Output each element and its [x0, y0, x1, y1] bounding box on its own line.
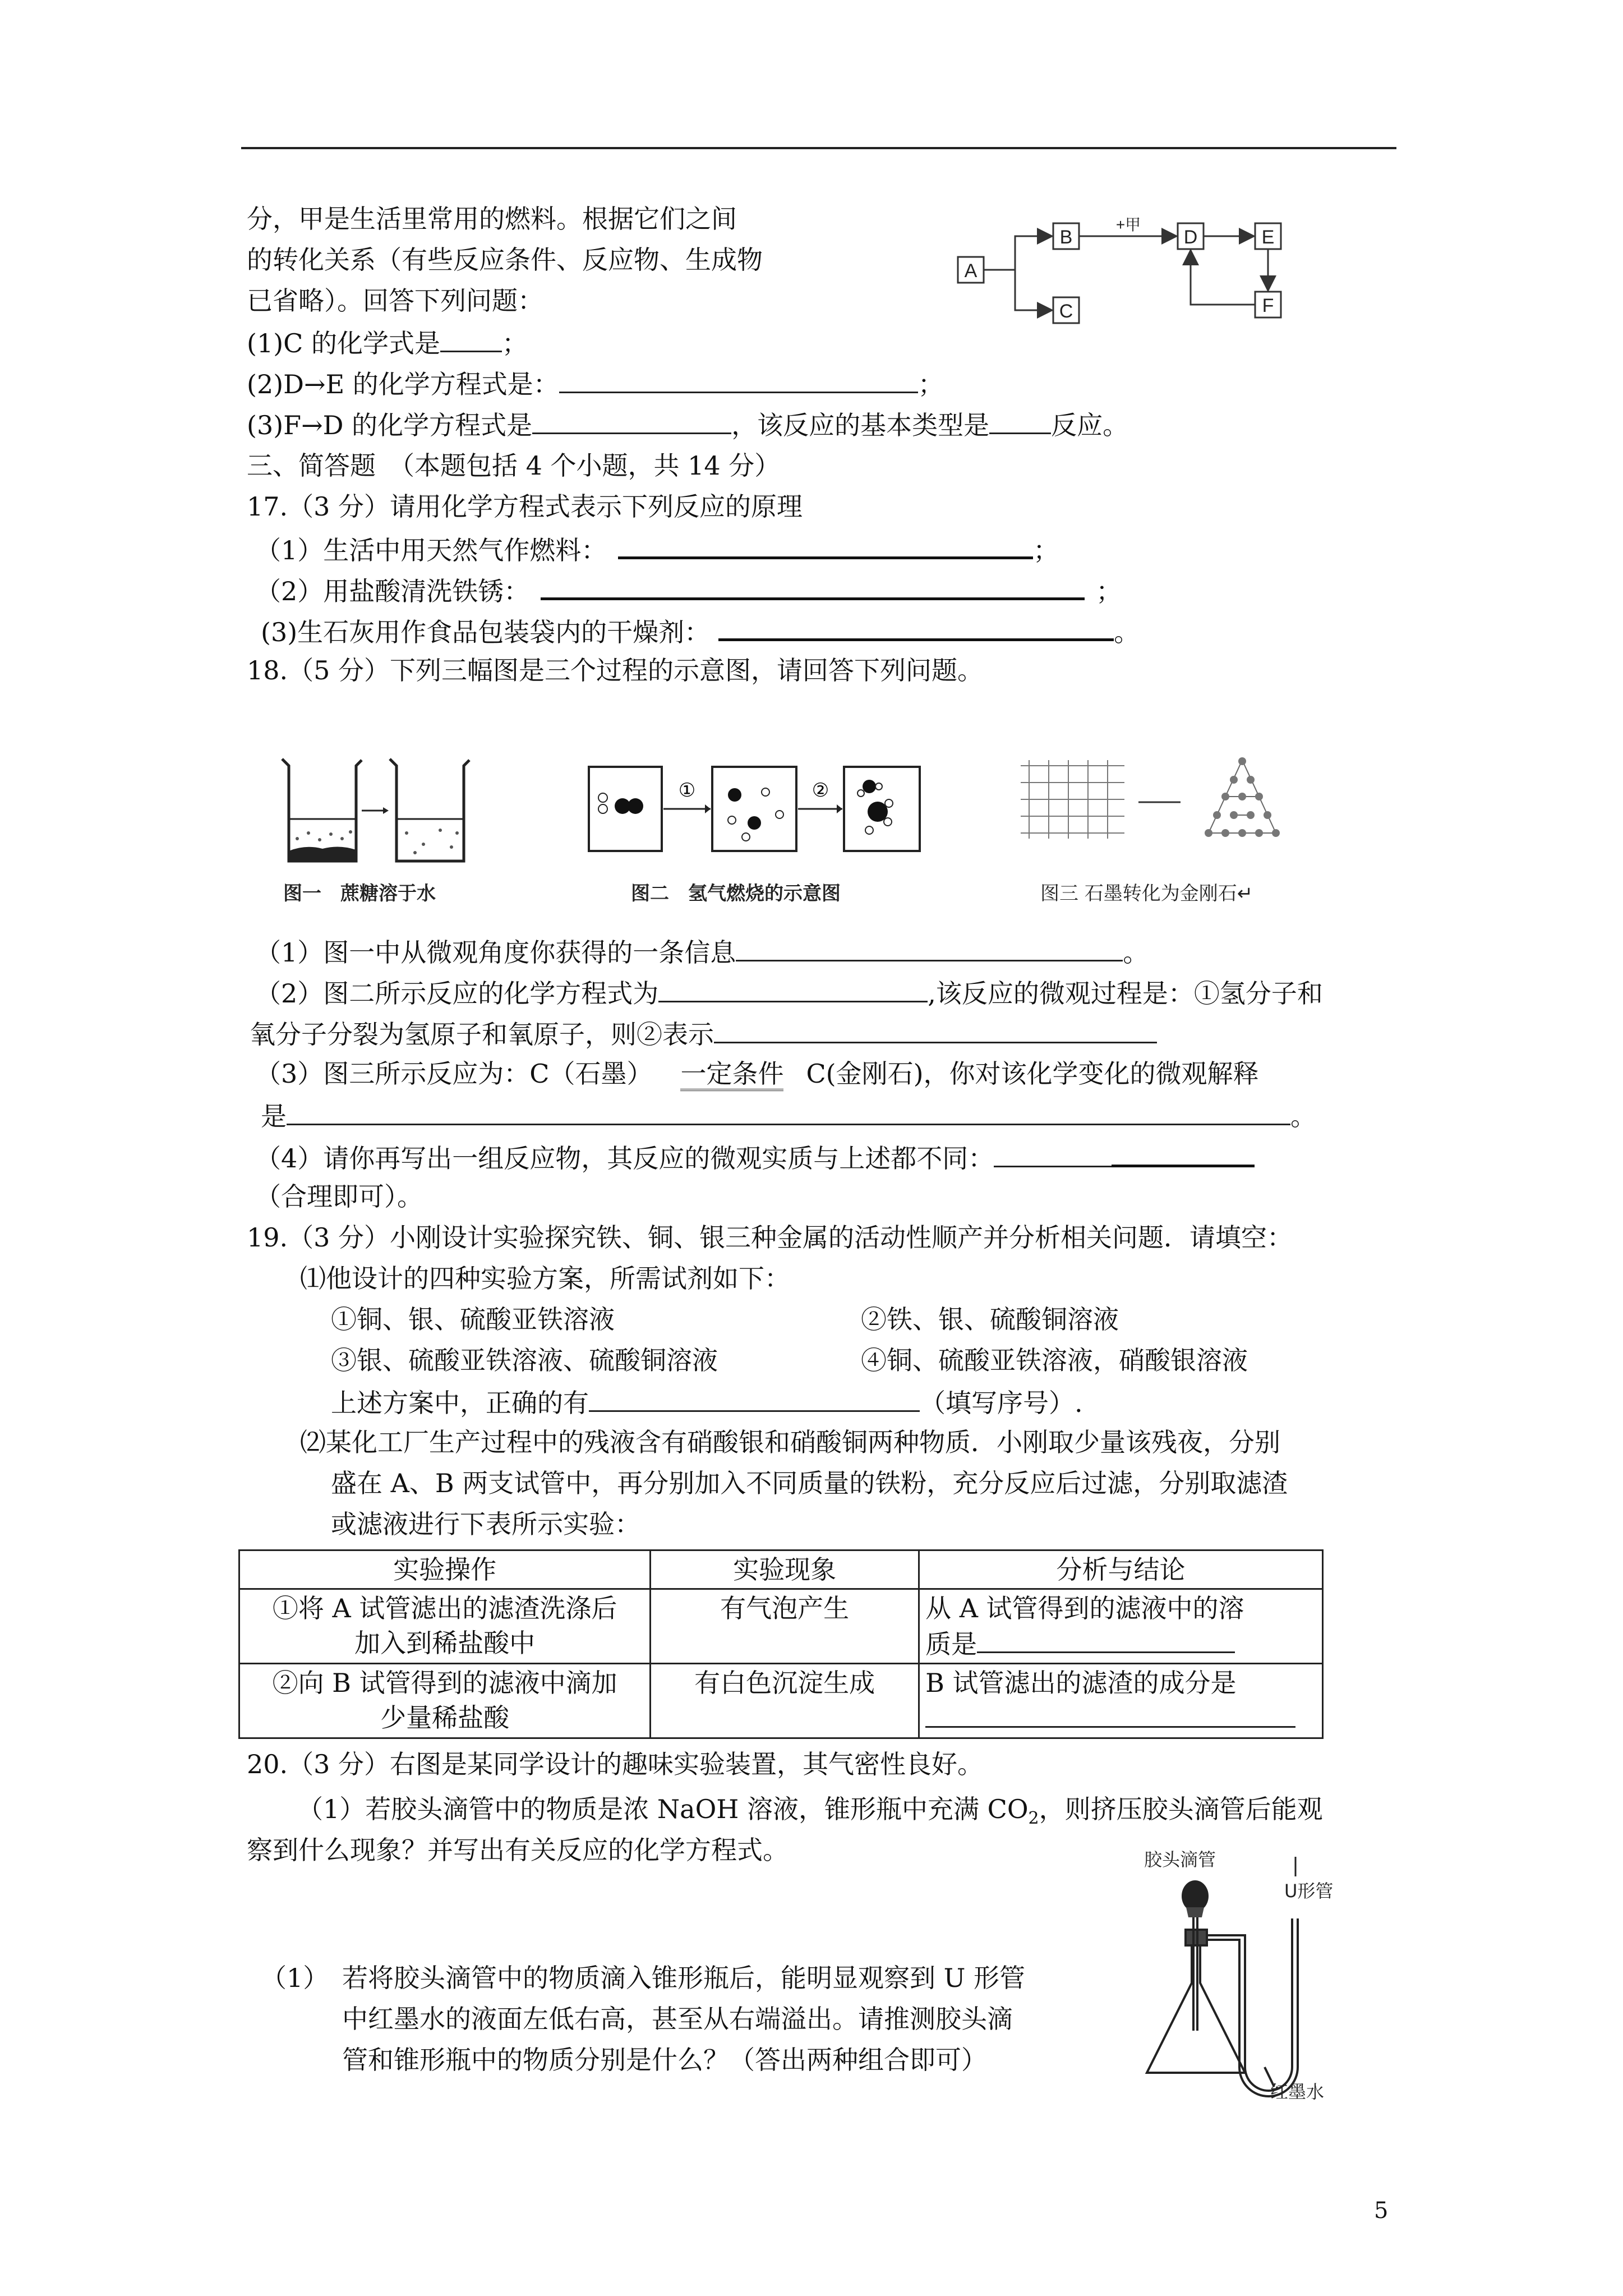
answer-blank[interactable]: [989, 407, 1051, 434]
table-header: 实验操作: [239, 1550, 651, 1589]
figure2-hydrogen-combustion: [586, 764, 923, 859]
figure1-sugar-dissolving: [278, 754, 485, 867]
table-header-row: [239, 1550, 1323, 1589]
q17-part1: （1）生活中用天然气作燃料： ；: [255, 531, 1059, 567]
figure3-caption: 图三 石墨转化为金刚石↵: [1040, 882, 1253, 905]
apparatus-flask-utube: [1138, 1846, 1374, 2104]
q19-sub2-line1: ⑵某化工厂生产过程中的残液含有硝酸银和硝酸铜两种物质．小刚取少量该残夜，分别: [300, 1427, 1280, 1457]
q17-part2: （2）用盐酸清洗铁锈： ；: [255, 572, 1122, 608]
answer-blank[interactable]: [977, 1626, 1235, 1653]
answer-blank[interactable]: [1112, 1139, 1255, 1167]
q19-option3: ③银、硫酸亚铁溶液、硫酸铜溶液: [331, 1345, 718, 1375]
node-b-label: B: [1059, 227, 1073, 248]
q18-part1: （1）图一中从微观角度你获得的一条信息 。: [255, 934, 1149, 969]
experiment-table: [238, 1549, 1324, 1739]
q20-part1-cont: 察到什么现象？并写出有关反应的化学方程式。: [247, 1835, 789, 1865]
node-a-label: A: [964, 260, 978, 282]
q16-part1: (1)C 的化学式是 ；: [247, 325, 528, 360]
answer-blank[interactable]: [589, 1384, 920, 1412]
q18-part4: （4）请你再写出一组反应物，其反应的微观实质与上述都不同：: [255, 1139, 1255, 1175]
node-f-label: F: [1262, 295, 1274, 316]
q20-part2-number: （1）: [261, 1963, 329, 1993]
answer-blank[interactable]: [718, 613, 1114, 641]
q18-part2-cont: 氧分子分裂为氢原子和氧原子，则②表示: [250, 1016, 1157, 1051]
q19-option2: ②铁、银、硫酸铜溶液: [861, 1304, 1119, 1335]
q16-conversion-diagram: [953, 213, 1346, 342]
figure3-graphite-to-diamond: [1018, 754, 1310, 850]
q16-line2: 的转化关系（有些反应条件、反应物、生成物: [247, 245, 763, 275]
q20-part1: （1）若胶头滴管中的物质是浓 NaOH 溶液，锥形瓶中充满 $CO_2$，则挤压胶头滴管后能观: [297, 1794, 1323, 1829]
utube-label: U形管: [1284, 1880, 1334, 1902]
q19-option1: ①铜、银、硫酸亚铁溶液: [331, 1304, 615, 1335]
q18-part3-cont: 是 。: [261, 1098, 1316, 1133]
q18-title: 18.（5 分）下列三幅图是三个过程的示意图，请回答下列问题。: [247, 655, 984, 685]
reaction-condition: 一定条件: [680, 1059, 783, 1091]
reagent-label: +甲: [1115, 216, 1141, 233]
answer-blank[interactable]: [541, 572, 1085, 600]
q19-answer-line: 上述方案中，正确的有 （填写序号）.: [331, 1384, 1083, 1420]
dropper-label: 胶头滴管: [1144, 1849, 1216, 1870]
q19-sub2-line2: 盛在 A、B 两支试管中，再分别加入不同质量的铁粉，充分反应后过滤，分别取滤渣: [331, 1468, 1288, 1498]
answer-blank[interactable]: [287, 1098, 1290, 1125]
table-header: 实验现象: [651, 1550, 919, 1589]
table-cell-observation: 有白色沉淀生成: [651, 1664, 919, 1738]
q18-part2: （2）图二所示反应的化学方程式为 ,该反应的微观过程是：①氢分子和: [255, 975, 1323, 1010]
q20-part2-line2: 中红墨水的液面左低右高，甚至从右端溢出。请推测胶头滴: [342, 2004, 1013, 2034]
table-cell-conclusion: B 试管滤出的滤渣的成分是: [919, 1664, 1323, 1738]
table-cell-operation: ①将 A 试管滤出的滤渣洗涤后 加入到稀盐酸中: [239, 1589, 651, 1664]
q18-part3: （3）图三所示反应为：C（石墨） 一定条件 C(金刚石)，你对该化学变化的微观解释: [255, 1057, 1259, 1091]
answer-blank[interactable]: [618, 531, 1033, 559]
answer-blank[interactable]: [714, 1016, 1157, 1043]
table-cell-observation: 有气泡产生: [651, 1589, 919, 1664]
figure2-caption: 图二 氢气燃烧的示意图: [631, 882, 841, 905]
q20-title: 20.（3 分）右图是某同学设计的趣味实验装置，其气密性良好。: [247, 1749, 984, 1779]
step1-label: ①: [678, 780, 696, 801]
step2-label: ②: [811, 780, 829, 801]
table-cell-operation: ②向 B 试管得到的滤液中滴加 少量稀盐酸: [239, 1664, 651, 1738]
q19-option4: ④铜、硫酸亚铁溶液，硝酸银溶液: [861, 1345, 1248, 1375]
page-number: 5: [1374, 2198, 1389, 2224]
answer-blank[interactable]: [532, 407, 731, 434]
q17-title: 17.（3 分）请用化学方程式表示下列反应的原理: [247, 491, 803, 522]
node-e-label: E: [1261, 227, 1275, 248]
answer-blank[interactable]: [658, 975, 928, 1002]
answer-blank[interactable]: [925, 1700, 1295, 1728]
table-header: 分析与结论: [919, 1550, 1323, 1589]
table-cell-conclusion: 从 A 试管得到的滤液中的溶 质是: [919, 1589, 1323, 1664]
q16-line1: 分，甲是生活里常用的燃料。根据它们之间: [247, 204, 737, 234]
answer-blank[interactable]: [440, 325, 502, 352]
q16-part2: (2)D→E 的化学方程式是： ；: [247, 366, 944, 401]
node-c-label: C: [1059, 301, 1073, 322]
q16-line3: 已省略）。回答下列问题：: [247, 286, 543, 316]
node-d-label: D: [1183, 227, 1198, 248]
ink-label: 红墨水: [1270, 2081, 1325, 2102]
answer-blank[interactable]: [559, 366, 918, 393]
q16-part3: (3)F→D 的化学方程式是 ，该反应的基本类型是 反应。: [247, 407, 1128, 442]
table-row: [239, 1664, 1323, 1738]
q19-sub2-line3: 或滤液进行下表所示实验：: [331, 1509, 640, 1539]
q18-part4-cont: （合理即可）。: [255, 1181, 423, 1212]
q17-part3: (3)生石灰用作食品包装袋内的干燥剂： 。: [261, 613, 1140, 649]
table-row: [239, 1589, 1323, 1664]
q20-part2-line3: 管和锥形瓶中的物质分别是什么？（答出两种组合即可）: [342, 2045, 987, 2075]
q19-title: 19.（3 分）小刚设计实验探究铁、铜、银三种金属的活动性顺产并分析相关问题．请填空：: [247, 1222, 1293, 1253]
q20-part2-line1: 若将胶头滴管中的物质滴入锥形瓶后，能明显观察到 U 形管: [342, 1963, 1026, 1993]
answer-blank[interactable]: [994, 1140, 1112, 1167]
section-3-heading: 三、简答题 （本题包括 4 个小题，共 14 分）: [247, 450, 781, 481]
figure1-caption: 图一 蔗糖溶于水: [283, 882, 436, 905]
header-rule: [241, 147, 1396, 149]
q19-sub1: ⑴他设计的四种实验方案，所需试剂如下：: [300, 1263, 790, 1294]
answer-blank[interactable]: [736, 934, 1123, 961]
